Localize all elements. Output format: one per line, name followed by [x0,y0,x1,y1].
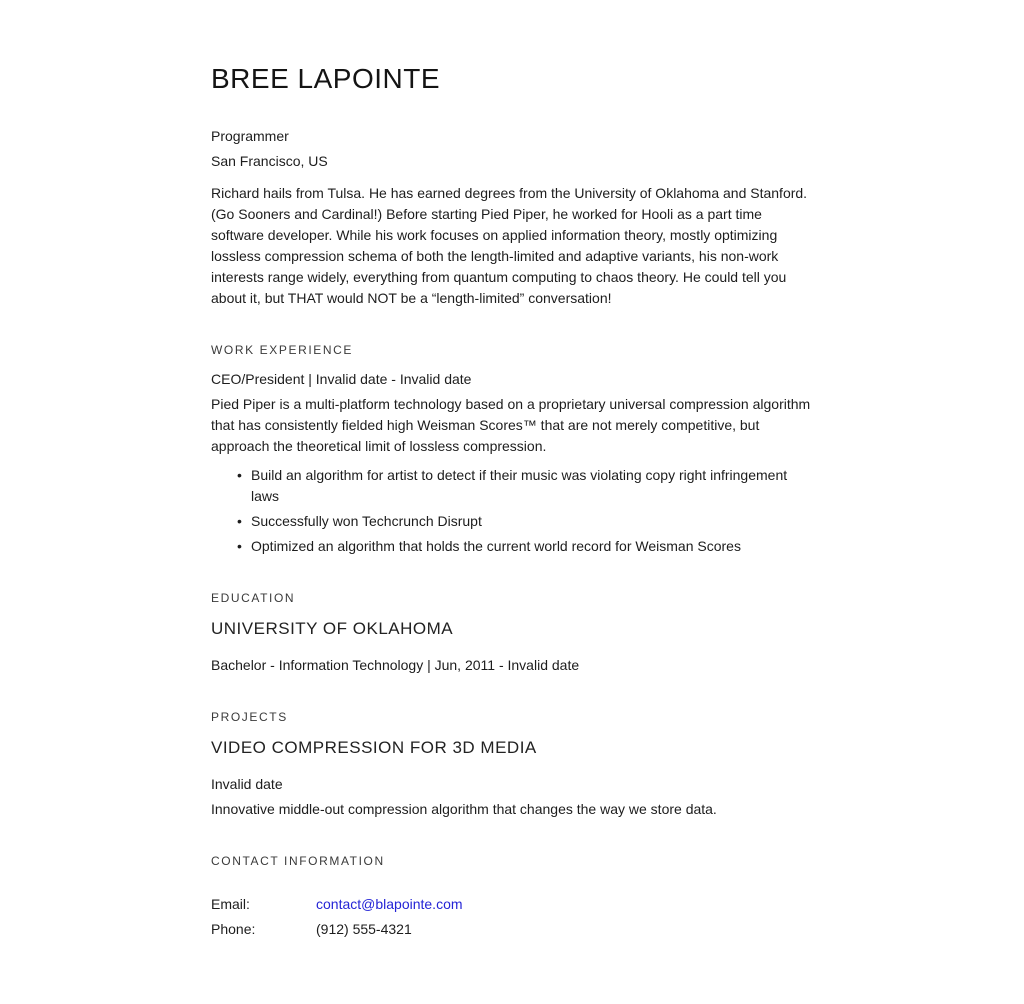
resume-name: BREE LAPOINTE [211,63,441,94]
contact-row-phone [211,919,813,940]
email-link[interactable]: contact@blapointe.com [316,896,463,912]
contact-row-email [211,894,813,915]
phone-value: (912) 555-4321 [316,921,412,937]
education-degree-line: Bachelor - Information Technology | Jun, 2011 - Invalid date [211,657,580,673]
job-title-line: CEO/President | Invalid date - Invalid date [211,371,472,387]
project-date: Invalid date [211,776,283,792]
section-heading-education: EDUCATION [211,591,296,605]
job-highlight-item: • Optimized an algorithm that holds the current world record for Weisman Scores [251,536,813,557]
section-heading-contact-information: CONTACT INFORMATION [211,854,385,868]
project-description: Innovative middle-out compression algorithm that changes the way we store data. [211,801,717,817]
job-highlight-item: • Successfully won Techcrunch Disrupt [251,511,813,532]
job-description: Pied Piper is a multi-platform technology based on a proprietary universal compression algorithm that has consistently fielded high Weisman Scores™ that are not merely competitive, but approach the theoretical limit of lossless compression. [211,396,811,454]
job-highlights-list [211,465,813,557]
project-name: VIDEO COMPRESSION FOR 3D MEDIA [211,738,537,757]
resume-summary: Richard hails from Tulsa. He has earned degrees from the University of Oklahoma and Stanford. (Go Sooners and Cardinal!) Before starting Pied Piper, he worked for Hooli as a part time software developer. While his work focuses on applied information theory, mostly optimizing lossless compression schema of both the length-limited and adaptive variants, his non-work interests range widely, everything from quantum computing to chaos theory. He could tell you about it, but THAT would NOT be a “length-limited” conversation! [211,185,808,306]
resume-role: Programmer [211,128,289,144]
education-school-name: UNIVERSITY OF OKLAHOMA [211,619,454,638]
section-heading-projects: PROJECTS [211,710,288,724]
email-label: Email: [211,896,250,912]
job-highlight-item: • Build an algorithm for artist to detect if their music was violating copy right infringement laws [251,465,813,507]
section-heading-work-experience: WORK EXPERIENCE [211,343,354,357]
resume-location: San Francisco, US [211,153,328,169]
resume-page [211,0,813,940]
phone-label: Phone: [211,921,256,937]
